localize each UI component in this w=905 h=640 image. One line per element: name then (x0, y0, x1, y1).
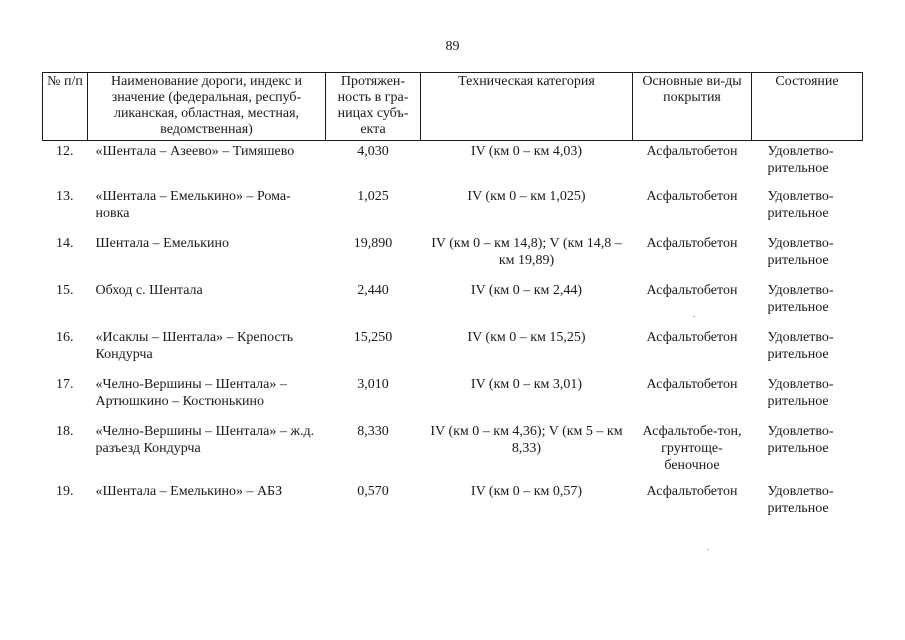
row-road-name: «Челно-Вершины – Шентала» – ж.д. разъезд Кондурча (95, 423, 315, 456)
scan-speck (707, 549, 709, 550)
row-state: Удовлетво-рительное (767, 329, 834, 362)
row-num: 19. (56, 483, 74, 499)
row-length: 8,330 (357, 423, 389, 439)
row-road-name: «Челно-Вершины – Шентала» – Артюшкино – Костюнькино (95, 376, 287, 409)
row-category: IV (км 0 – км 4,36); V (км 5 – км 8,33) (430, 423, 623, 456)
row-category: IV (км 0 – км 0,57) (470, 483, 583, 499)
header-length: Протяжен-ность в гра-ницах субъ-екта (326, 73, 421, 141)
table-row (43, 376, 863, 423)
row-state: Удовлетво-рительное (767, 144, 834, 176)
row-road-name: «Шентала – Емелькино» – АБЗ (95, 483, 283, 499)
page-number: 89 (445, 39, 460, 54)
roads-table (42, 72, 863, 530)
header-state: Состояние (752, 73, 863, 141)
row-length: 15,250 (353, 329, 393, 345)
header-road-name: Наименование дороги, индекс и значение (федеральная, респуб-ликанская, областная, местная, ведомственная) (88, 73, 326, 141)
row-road-name: Шентала – Емелькино (95, 235, 229, 251)
row-length: 1,025 (357, 188, 389, 204)
row-state: Удовлетво-рительное (767, 235, 834, 268)
row-state: Удовлетво-рительное (767, 376, 834, 409)
row-num: 14. (56, 235, 74, 251)
row-length: 3,010 (357, 376, 389, 392)
row-length: 2,440 (357, 282, 389, 298)
row-state: Удовлетво-рительное (767, 483, 834, 516)
row-state: Удовлетво-рительное (767, 423, 834, 456)
table-row (43, 423, 863, 483)
row-state: Удовлетво-рительное (767, 282, 834, 315)
table-row (43, 483, 863, 530)
row-num: 15. (56, 282, 74, 298)
row-category: IV (км 0 – км 4,03) (470, 144, 583, 159)
row-category: IV (км 0 – км 14,8); V (км 14,8 – км 19,89) (431, 235, 622, 268)
row-length: 4,030 (357, 144, 389, 159)
row-road-name: «Шентала – Азеево» – Тимяшево (95, 144, 295, 159)
row-coverage: Асфальтобе-тон, грунтоще-беночное (642, 423, 742, 473)
row-coverage: Асфальтобетон (646, 329, 738, 345)
scan-speck (693, 316, 695, 317)
table-header (43, 73, 863, 141)
table-row (43, 141, 863, 188)
row-road-name: «Исаклы – Шентала» – Крепость Кондурча (95, 329, 294, 362)
row-road-name: Обход с. Шентала (95, 282, 203, 298)
header-coverage: Основные ви-ды покрытия (633, 73, 752, 141)
row-num: 13. (56, 188, 74, 204)
row-coverage: Асфальтобетон (646, 483, 738, 499)
row-num: 18. (56, 423, 74, 439)
row-category: IV (км 0 – км 3,01) (470, 376, 583, 392)
row-category: IV (км 0 – км 2,44) (470, 282, 583, 298)
table-row (43, 188, 863, 235)
table-row (43, 235, 863, 282)
table-body (43, 141, 863, 530)
row-coverage: Асфальтобетон (646, 144, 738, 159)
row-num: 12. (56, 144, 74, 159)
row-coverage: Асфальтобетон (646, 376, 738, 392)
row-coverage: Асфальтобетон (646, 188, 738, 204)
row-length: 0,570 (357, 483, 389, 499)
row-category: IV (км 0 – км 1,025) (467, 188, 586, 204)
row-road-name: «Шентала – Емелькино» – Рома-новка (95, 188, 291, 221)
row-coverage: Асфальтобетон (646, 235, 738, 251)
header-num: № п/п (43, 73, 88, 141)
row-state: Удовлетво-рительное (767, 188, 834, 221)
row-num: 17. (56, 376, 74, 392)
table-row (43, 282, 863, 329)
row-category: IV (км 0 – км 15,25) (467, 329, 586, 345)
table-row (43, 329, 863, 376)
row-length: 19,890 (353, 235, 393, 251)
row-num: 16. (56, 329, 74, 345)
row-coverage: Асфальтобетон (646, 282, 738, 298)
header-category: Техническая категория (421, 73, 633, 141)
